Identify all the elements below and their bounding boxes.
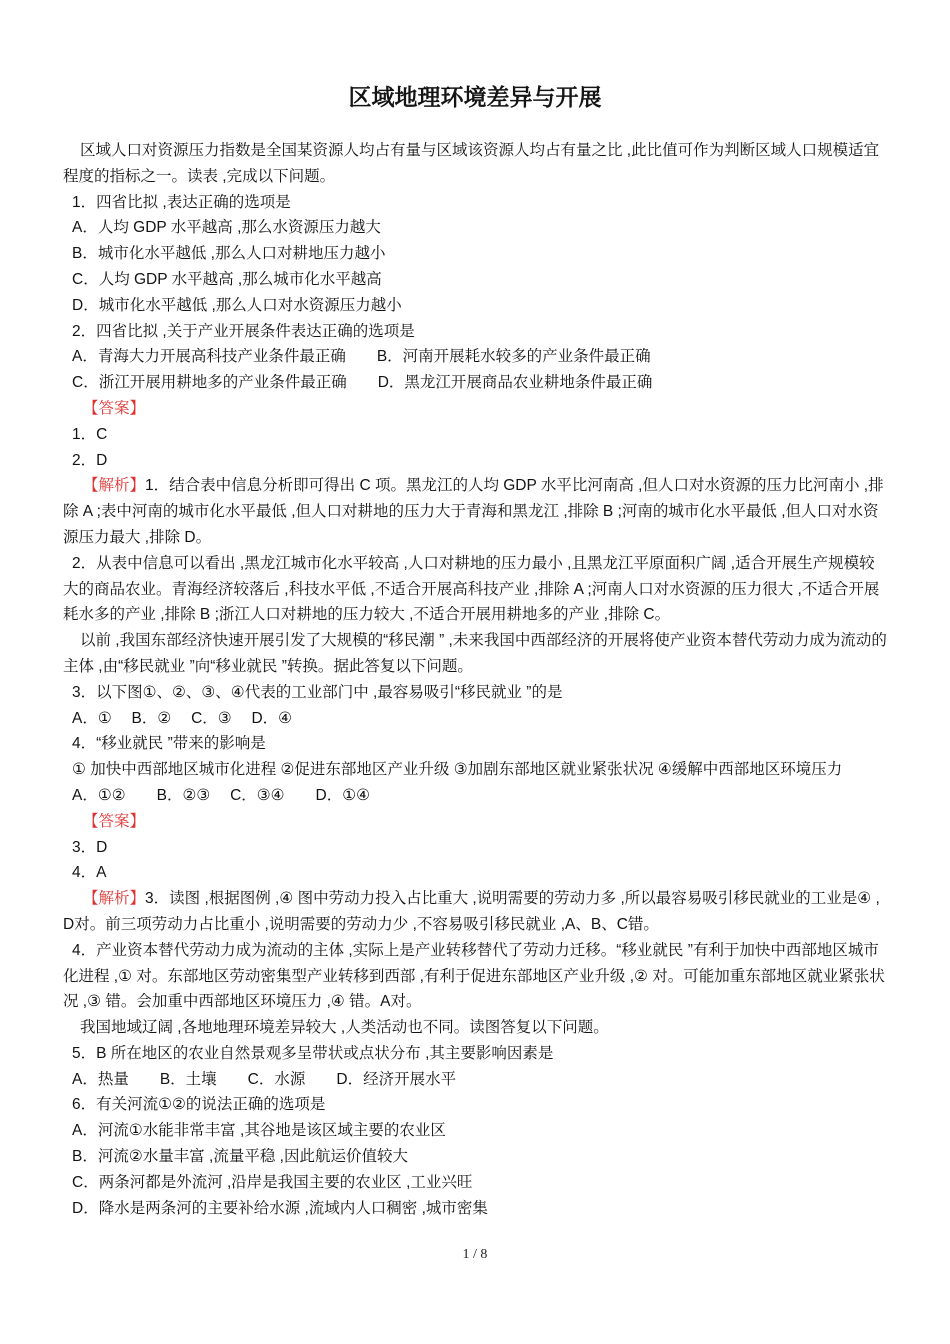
analysis-4: [63, 938, 887, 1015]
option-6-a-text: A．河流①水能非常丰富 ,其谷地是该区域主要的农业区: [72, 1122, 446, 1140]
question-2: [63, 319, 887, 345]
answer-label-1-marker: 【答案】: [83, 399, 146, 417]
option-6-c-text: C．两条河都是外流河 ,沿岸是我国主要的农业区 ,工业兴旺: [72, 1173, 473, 1191]
option-1-a-text: A．人均 GDP 水平越高 ,那么水资源压力越大: [72, 219, 381, 237]
option-5: [63, 1067, 887, 1093]
analysis-3: [63, 886, 887, 938]
question-4-items: [63, 757, 887, 783]
analysis-1-marker: 【解析】: [83, 477, 146, 495]
question-2-text: 2．四省比拟 ,关于产业开展条件表达正确的选项是: [72, 322, 415, 340]
answer-4-text: 4．A: [72, 864, 107, 882]
answer-4: [63, 860, 887, 886]
option-2-cd-text: C．浙江开展用耕地多的产业条件最正确 D．黑龙江开展商品农业耕地条件最正确: [72, 374, 653, 392]
answer-label-1: [63, 396, 887, 422]
option-3-text: A．① B．② C．③ D．④: [72, 709, 293, 727]
analysis-3-marker: 【解析】: [83, 890, 146, 908]
intro-migration-text: 以前 ,我国东部经济快速开展引发了大规模的“移民潮 ” ,未来我国中西部经济的开展将使产业资本替代劳动力成为流动的主体 ,由“移民就业 ”向“移业就民 ”转换。据此答复以下问题。: [63, 632, 887, 675]
option-1-a: [63, 215, 887, 241]
analysis-2: [63, 551, 887, 628]
option-1-c: [63, 267, 887, 293]
document-body: [63, 138, 887, 1221]
analysis-1: [63, 473, 887, 550]
answer-label-2: [63, 809, 887, 835]
page-title: 区域地理环境差异与开展: [348, 84, 602, 110]
question-1-text: 1．四省比拟 ,表达正确的选项是: [72, 193, 291, 211]
intro-migration: [63, 628, 887, 680]
intro-vast-territory-text: 我国地域辽阔 ,各地地理环境差异较大 ,人类活动也不同。读图答复以下问题。: [80, 1019, 609, 1037]
option-6-c: [63, 1170, 887, 1196]
intro-pressure-index-text: 区域人口对资源压力指数是全国某资源人均占有量与区域该资源人均占有量之比 ,此比值可作为判断区域人口规模适宜程度的指标之一。读表 ,完成以下问题。: [63, 142, 880, 185]
option-1-d-text: D．城市化水平越低 ,那么人口对水资源压力越小: [72, 296, 402, 314]
answer-2: [63, 448, 887, 474]
option-4-text: A．①② B．②③ C．③④ D．①④: [72, 786, 371, 804]
analysis-4-text: 4．产业资本替代劳动力成为流动的主体 ,实际上是产业转移替代了劳动力迁移。“移业就民 ”有利于加快中西部地区城市化进程 ,① 对。东部地区劳动密集型产业转移到西部 ,有利于促进东部地区产业升级 ,② 对。可能加重东部地区就业紧张状况 ,③ 错。会加重中西部地区环境压力 ,④ 错。A对。: [63, 941, 885, 1011]
option-6-d: [63, 1196, 887, 1222]
answer-label-2-marker: 【答案】: [83, 812, 146, 830]
question-3: [63, 680, 887, 706]
option-6-b-text: B．河流②水量丰富 ,流量平稳 ,因此航运价值较大: [72, 1148, 408, 1166]
option-2-ab-text: A．青海大力开展高科技产业条件最正确 B．河南开展耗水较多的产业条件最正确: [72, 348, 651, 366]
option-5-text: A．热量 B．土壤 C．水源 D．经济开展水平: [72, 1070, 457, 1088]
answer-1: [63, 422, 887, 448]
answer-3-text: 3．D: [72, 838, 108, 856]
question-3-text: 3．以下图①、②、③、④代表的工业部门中 ,最容易吸引“移民就业 ”的是: [72, 683, 563, 701]
option-1-b-text: B．城市化水平越低 ,那么人口对耕地压力越小: [72, 245, 386, 263]
answer-1-text: 1．C: [72, 425, 108, 443]
question-5: [63, 1041, 887, 1067]
analysis-1-text: 1．结合表中信息分析即可得出 C 项。黑龙江的人均 GDP 水平比河南高 ,但人口对水资源的压力比河南小 ,排除 A ;表中河南的城市化水平最低 ,但人口对耕地的压力大于青海和黑龙江 ,排除 B ;河南的城市化水平最低 ,但人口对水资源压力最大 ,排除 D。: [63, 477, 884, 546]
question-1: [63, 190, 887, 216]
option-1-d: [63, 293, 887, 319]
question-4: [63, 731, 887, 757]
page-number: 1 / 8: [462, 1247, 488, 1262]
intro-pressure-index: [63, 138, 887, 190]
question-5-text: 5．B 所在地区的农业自然景观多呈带状或点状分布 ,其主要影响因素是: [72, 1044, 554, 1062]
question-4-items-text: ① 加快中西部地区城市化进程 ②促进东部地区产业升级 ③加剧东部地区就业紧张状况 ④缓解中西部地区环境压力: [72, 761, 843, 779]
question-6-text: 6．有关河流①②的说法正确的选项是: [72, 1096, 326, 1114]
option-3: [63, 706, 887, 732]
answer-3: [63, 835, 887, 861]
option-6-a: [63, 1118, 887, 1144]
question-6: [63, 1092, 887, 1118]
answer-2-text: 2．D: [72, 451, 108, 469]
option-4: [63, 783, 887, 809]
analysis-3-text: 3．读图 ,根据图例 ,④ 图中劳动力投入占比重大 ,说明需要的劳动力多 ,所以最容易吸引移民就业的工业是④ ,D对。前三项劳动力占比重小 ,说明需要的劳动力少 ,不容易吸引移民就业 ,A、B、C错。: [63, 890, 880, 933]
option-1-b: [63, 241, 887, 267]
option-2-ab: [63, 344, 887, 370]
option-2-cd: [63, 370, 887, 396]
analysis-2-text: 2．从表中信息可以看出 ,黑龙江城市化水平较高 ,人口对耕地的压力最小 ,且黑龙江平原面积广阔 ,适合开展生产规模较大的商品农业。青海经济较落后 ,科技水平低 ,不适合开展高科技产业 ,排除 A ;河南人口对水资源的压力很大 ,不适合开展耗水多的产业 ,排除 B ;浙江人口对耕地的压力较大 ,不适合开展用耕地多的产业 ,排除 C。: [63, 554, 880, 624]
option-6-b: [63, 1144, 887, 1170]
question-4-text: 4．“移业就民 ”带来的影响是: [72, 735, 266, 753]
option-6-d-text: D．降水是两条河的主要补给水源 ,流域内人口稠密 ,城市密集: [72, 1199, 488, 1217]
intro-vast-territory: [63, 1015, 887, 1041]
option-1-c-text: C．人均 GDP 水平越高 ,那么城市化水平越高: [72, 270, 382, 288]
